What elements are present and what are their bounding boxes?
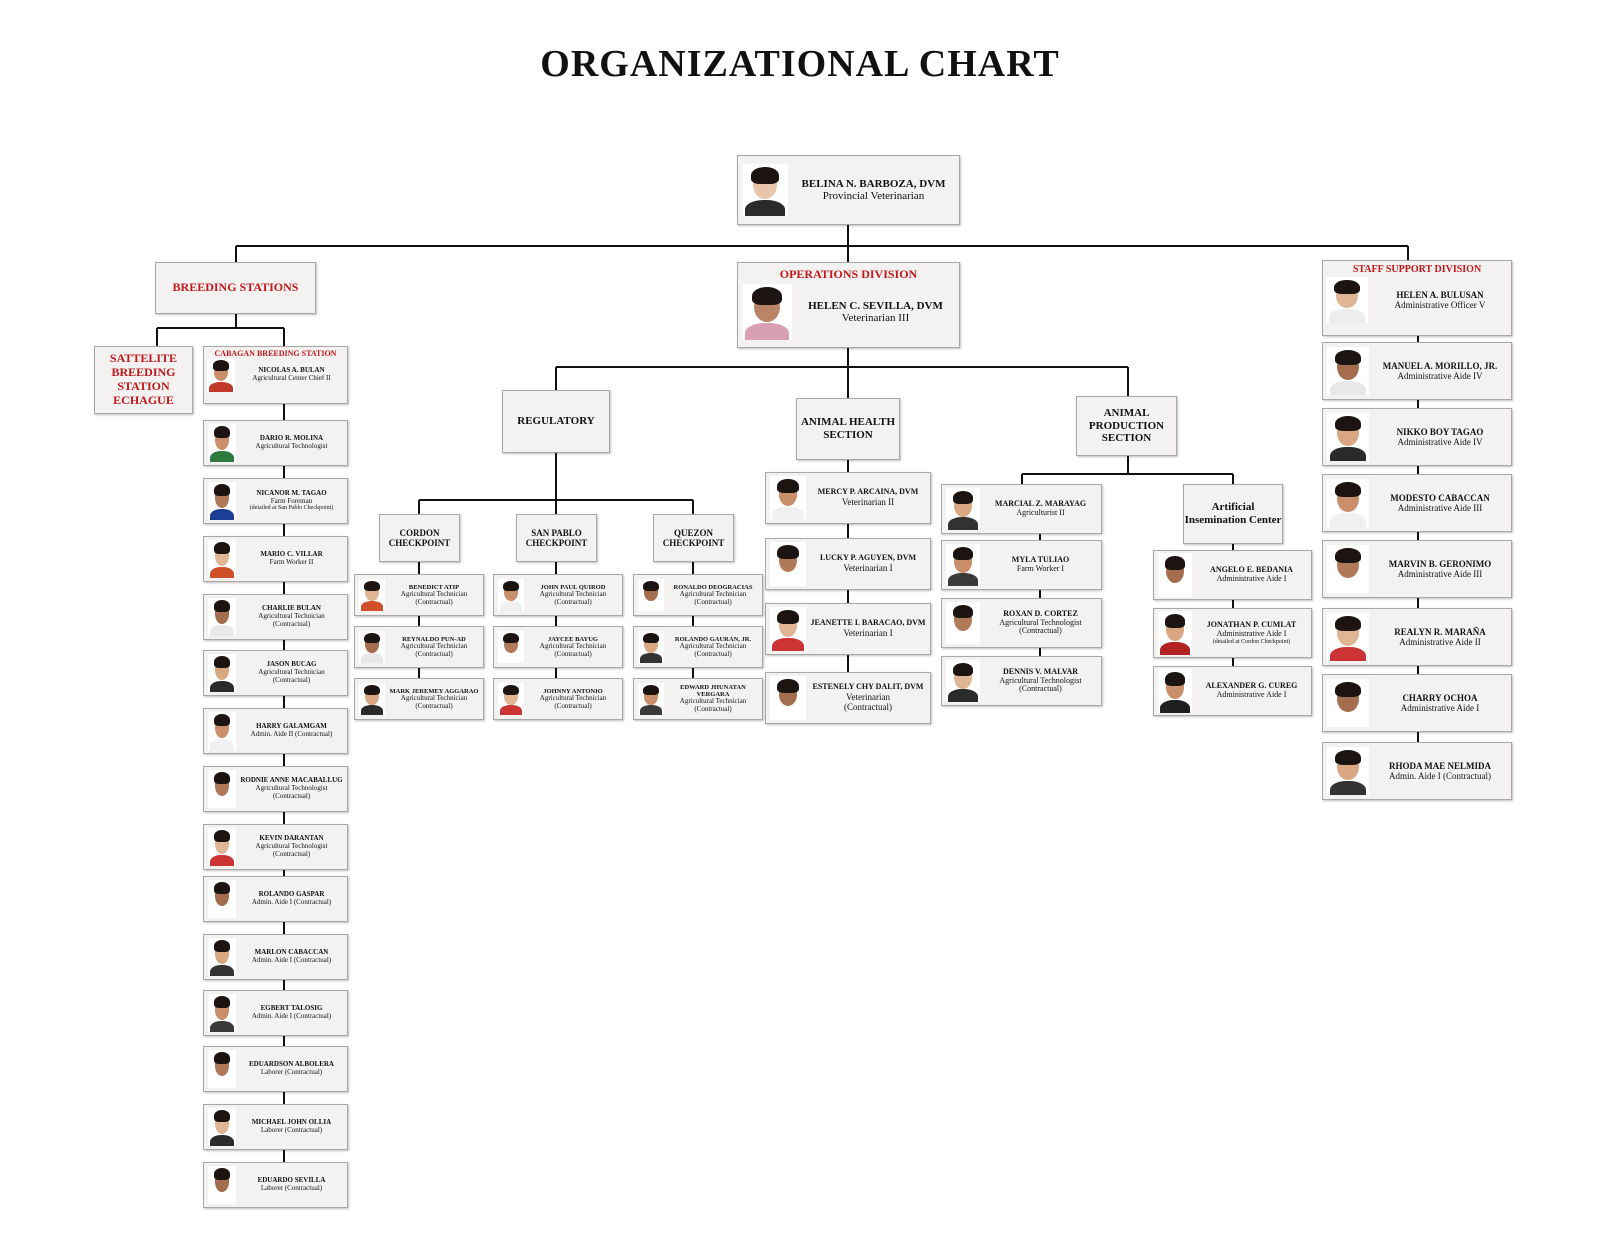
section-title: BREEDING STATIONS [172, 280, 299, 295]
person-role: (Contractual) [844, 702, 892, 713]
person-name: CHARLIE BULAN [262, 604, 321, 613]
person-card[interactable] [203, 876, 348, 922]
person-name: MARK JEREMEY AGGARAO [389, 687, 479, 695]
person-role: Administrative Aide III [1397, 503, 1483, 513]
person-name: REYNALDO PUN-AD [402, 635, 466, 643]
person-role: (Contractual) [694, 649, 732, 658]
person-card[interactable] [203, 990, 348, 1036]
person-role: (Contractual) [1019, 684, 1062, 694]
person-card[interactable] [354, 678, 484, 720]
chart-title: ORGANIZATIONAL CHART [540, 43, 1060, 85]
avatar [208, 1108, 236, 1146]
person-card[interactable] [1322, 408, 1512, 466]
ai-center-label[interactable] [1183, 484, 1283, 544]
avatar [359, 683, 385, 715]
person-card[interactable] [633, 678, 763, 720]
avatar [207, 358, 235, 392]
person-role: (Contractual) [694, 597, 732, 606]
section-title: REGULATORY [517, 415, 595, 428]
person-role: Agricultural Technician [679, 641, 747, 650]
person-role: Agricultural Technician [258, 612, 325, 621]
person-name: EDUARDSON ALBOLERA [249, 1060, 334, 1069]
person-role: Veterinarian III [841, 312, 910, 324]
avatar [1327, 479, 1369, 527]
avatar [946, 602, 980, 644]
person-card[interactable] [1153, 608, 1312, 658]
avatar [208, 598, 236, 636]
person-role: (Contractual) [272, 791, 311, 800]
person-name: ROXAN D. CORTEZ [1003, 608, 1078, 618]
person-card[interactable] [203, 1104, 348, 1150]
section-title: OPERATIONS DIVISION [779, 267, 918, 281]
person-role: Agricultural Technologist [999, 617, 1082, 627]
person-role: (Contractual) [554, 701, 592, 710]
person-card[interactable] [633, 626, 763, 668]
person-role: Administrative Aide IV [1397, 437, 1483, 447]
person-name: ROLANDO GAURAN, JR. [674, 635, 752, 643]
person-name: HARRY GALAMGAM [256, 722, 327, 731]
person-card[interactable] [493, 626, 623, 668]
avatar [1326, 277, 1368, 323]
person-name: RONALDO DEOGRACIAS [673, 583, 753, 591]
person-role: Agricultural Technologist [255, 784, 328, 793]
avatar [638, 631, 664, 663]
avatar [946, 660, 980, 702]
person-role: (Contractual) [554, 597, 592, 606]
person-name: NICANOR M. TAGAO [256, 488, 327, 497]
avatar [1327, 613, 1369, 661]
person-name: KEVIN DARANTAN [259, 834, 324, 843]
avatar [498, 579, 524, 611]
avatar [498, 631, 524, 663]
person-name: BENEDICT ATIP [408, 583, 460, 591]
avatar [208, 994, 236, 1032]
person-name: JONATHAN P. CUMLAT [1206, 619, 1297, 629]
person-role: Admin. Aide I (Contractual) [251, 898, 332, 906]
breeding-stations-label[interactable] [155, 262, 316, 314]
person-name: ALEXANDER G. CUREG [1205, 681, 1298, 691]
person-name: JOHNNY ANTONIO [543, 687, 603, 695]
person-role: Veterinarian I [843, 563, 893, 574]
person-name: NIKKO BOY TAGAO [1396, 426, 1484, 437]
avatar [1327, 679, 1369, 727]
person-card[interactable] [1322, 608, 1512, 666]
person-role: Agricultural Technician [679, 589, 747, 598]
person-card[interactable] [941, 484, 1102, 534]
person-card[interactable] [633, 574, 763, 616]
avatar [359, 631, 385, 663]
person-role: (Contractual) [415, 701, 453, 710]
avatar [946, 544, 980, 586]
avatar [208, 938, 236, 976]
avatar [1327, 413, 1369, 461]
section-title: ANIMAL PRODUCTION SECTION [1088, 407, 1165, 445]
avatar [1158, 611, 1192, 655]
checkpoint-label[interactable] [379, 514, 460, 562]
person-role: Agricultural Technician [400, 589, 468, 598]
avatar [208, 828, 236, 866]
person-card[interactable] [354, 626, 484, 668]
section-title: Artificial Insemination Center [1184, 501, 1282, 526]
person-name: EDUARDO SEVILLA [257, 1176, 326, 1185]
person-card[interactable] [1153, 666, 1312, 716]
person-card[interactable] [203, 1162, 348, 1208]
checkpoint-label[interactable] [653, 514, 734, 562]
head-card[interactable] [737, 155, 960, 225]
animal-production-label[interactable] [1076, 396, 1177, 456]
avatar [742, 284, 792, 340]
person-name: MARLON CABACCAN [254, 948, 329, 957]
person-card[interactable] [203, 708, 348, 754]
avatar [208, 424, 236, 462]
person-name: ESTENELY CHY DALIT, DVM [812, 682, 924, 692]
person-role: (Contractual) [272, 849, 311, 858]
person-card[interactable] [765, 538, 931, 590]
person-card[interactable] [941, 656, 1102, 706]
person-card[interactable] [203, 594, 348, 640]
person-role: Administrative Aide IV [1397, 371, 1483, 381]
person-role: Farm Worker I [1016, 564, 1065, 573]
person-name: MARIO C. VILLAR [260, 550, 323, 559]
person-name: CHARRY OCHOA [1402, 692, 1478, 703]
person-card[interactable] [203, 650, 348, 696]
section-title: CORDON CHECKPOINT [388, 527, 451, 548]
avatar [359, 579, 385, 611]
avatar [946, 488, 980, 530]
person-role: Administrative Aide I [1216, 690, 1287, 699]
avatar [742, 164, 788, 216]
avatar [770, 607, 806, 651]
avatar [1327, 347, 1369, 395]
person-name: MICHAEL JOHN OLLIA [251, 1118, 332, 1127]
person-name: JAYCEE BAYUG [548, 635, 598, 643]
person-name: MARCIAL Z. MARAYAG [994, 499, 1087, 509]
person-name: ROLANDO GASPAR [258, 890, 325, 899]
person-name: MERCY P. ARCAINA, DVM [817, 487, 919, 497]
person-role: Laborer (Contractual) [260, 1068, 323, 1076]
regulatory-label[interactable] [502, 390, 610, 453]
person-card[interactable] [1322, 474, 1512, 532]
person-name: DENNIS V. MALVAR [1002, 666, 1079, 676]
person-name: ANGELO E. BEDANIA [1210, 565, 1293, 575]
section-title: ANIMAL HEALTH SECTION [800, 416, 896, 441]
person-role: (Contractual) [1019, 626, 1062, 636]
person-name: MARVIN B. GERONIMO [1388, 558, 1492, 569]
section-title: QUEZON CHECKPOINT [662, 527, 725, 548]
person-card[interactable] [765, 603, 931, 655]
person-role: Laborer (Contractual) [260, 1126, 323, 1134]
avatar [638, 579, 664, 611]
satellite-station-label[interactable] [94, 346, 193, 414]
person-role: Administrative Officer V [1394, 300, 1486, 310]
person-note: (detailed at San Pablo Checkpoint) [249, 505, 334, 512]
person-name: NICOLAS A. BULAN [258, 366, 325, 375]
person-card[interactable] [493, 574, 623, 616]
person-name: LUCKY P. AGUYEN, DVM [819, 553, 917, 563]
person-role: Agricultural Technician [539, 641, 607, 650]
staff-support-card[interactable] [1322, 260, 1512, 336]
person-card[interactable] [493, 678, 623, 720]
avatar [1158, 669, 1192, 713]
person-role: Agriculturist II [1016, 508, 1065, 517]
person-name: RODNIE ANNE MACABALLUG [240, 776, 343, 785]
person-card[interactable] [1153, 550, 1312, 600]
person-name: MANUEL A. MORILLO, JR. [1382, 360, 1498, 371]
person-role: Veterinarian [846, 692, 890, 703]
avatar [770, 476, 806, 520]
avatar [770, 676, 806, 720]
avatar [208, 770, 236, 808]
avatar [1158, 553, 1192, 597]
person-role: Administrative Aide I [1216, 628, 1287, 638]
operations-division-card[interactable] [737, 262, 960, 348]
person-card[interactable] [941, 598, 1102, 648]
person-role: Provincial Veterinarian [822, 190, 925, 202]
avatar [208, 654, 236, 692]
avatar [770, 542, 806, 586]
avatar [208, 1050, 236, 1088]
person-role: Administrative Aide I [1400, 703, 1480, 713]
avatar [208, 712, 236, 750]
cabagan-station-card[interactable] [203, 346, 348, 404]
section-title: CABAGAN BREEDING STATION [214, 349, 337, 358]
person-role: Admin. Aide I (Contractual) [1389, 771, 1491, 781]
person-role: Agricultural Technician [539, 693, 607, 702]
section-title: SAN PABLO CHECKPOINT [525, 527, 588, 548]
person-role: Admin. Aide I (Contractual) [251, 956, 332, 964]
avatar [208, 1166, 236, 1204]
avatar [208, 482, 236, 520]
person-name: BELINA N. BARBOZA, DVM [801, 177, 946, 190]
person-name: HELEN C. SEVILLA, DVM [808, 299, 943, 312]
person-card[interactable] [203, 536, 348, 582]
person-role: (Contractual) [272, 675, 311, 684]
person-role: Administrative Aide I [1216, 574, 1287, 583]
person-role: Agricultural Technologist [999, 675, 1082, 685]
section-title: STAFF SUPPORT DIVISION [1352, 264, 1482, 275]
person-card[interactable] [941, 540, 1102, 590]
person-name: JOHN PAUL QUIROD [540, 583, 606, 591]
person-role: Veterinarian II [841, 497, 895, 508]
person-card[interactable] [1322, 342, 1512, 400]
person-name: DARIO R. MOLINA [259, 434, 324, 443]
avatar [1327, 747, 1369, 795]
person-card[interactable] [765, 672, 931, 724]
person-role: Agricultural Technician [539, 589, 607, 598]
person-role: Farm Worker II [269, 558, 314, 566]
person-name: JASON BUCAG [266, 660, 317, 669]
person-role: Admin. Aide I (Contractual) [251, 1012, 332, 1020]
person-name: REALYN R. MARAÑA [1394, 626, 1486, 637]
person-role: Agricultural Technician [258, 668, 325, 677]
person-card[interactable] [1322, 674, 1512, 732]
section-title: SATTELITE BREEDING STATION ECHAGUE [109, 351, 178, 407]
person-note: (detailed at Cordon Checkpoint) [1212, 638, 1291, 645]
person-role: (Contractual) [415, 649, 453, 658]
avatar [498, 683, 524, 715]
checkpoint-label[interactable] [516, 514, 597, 562]
avatar [638, 683, 664, 715]
person-role: (Contractual) [415, 597, 453, 606]
person-card[interactable] [1322, 742, 1512, 800]
person-role: Agricultural Technician [400, 641, 468, 650]
person-card[interactable] [354, 574, 484, 616]
person-card[interactable] [1322, 540, 1512, 598]
person-role: (Contractual) [554, 649, 592, 658]
person-role: Agricultural Technologist [255, 842, 328, 851]
person-name: HELEN A. BULUSAN [1396, 289, 1484, 300]
person-role: Administrative Aide II [1399, 637, 1481, 647]
person-name: RHODA MAE NELMIDA [1388, 760, 1491, 771]
person-role: Veterinarian I [843, 628, 893, 639]
person-role: Agricultural Technologist [255, 442, 328, 450]
person-role: Farm Foreman [270, 496, 313, 505]
person-name: MYLA TULIAO [1011, 555, 1070, 565]
animal-health-label[interactable] [796, 398, 900, 460]
person-card[interactable] [203, 478, 348, 524]
person-role: Laborer (Contractual) [260, 1184, 323, 1192]
avatar [1327, 545, 1369, 593]
avatar [208, 880, 236, 918]
person-card[interactable] [203, 824, 348, 870]
person-name: JEANETTE I. BARACAO, DVM [810, 618, 926, 628]
avatar [208, 540, 236, 578]
person-name: MODESTO CABACCAN [1390, 492, 1490, 503]
person-role: Agricultural Technician [679, 697, 747, 706]
person-card[interactable] [203, 1046, 348, 1092]
person-role: Agricultural Center Chief II [252, 374, 331, 382]
person-card[interactable] [203, 934, 348, 980]
person-card[interactable] [203, 766, 348, 812]
person-role: Administrative Aide III [1397, 569, 1483, 579]
person-role: Admin. Aide II (Contractual) [250, 730, 333, 738]
person-card[interactable] [203, 420, 348, 466]
person-role: (Contractual) [694, 705, 732, 714]
person-role: (Contractual) [272, 619, 311, 628]
person-name: EDWARD JHUNATAN VERGARA [680, 683, 746, 699]
person-card[interactable] [765, 472, 931, 524]
person-role: Agricultural Technician [400, 693, 468, 702]
person-name: EGBERT TALOSIG [260, 1004, 323, 1013]
